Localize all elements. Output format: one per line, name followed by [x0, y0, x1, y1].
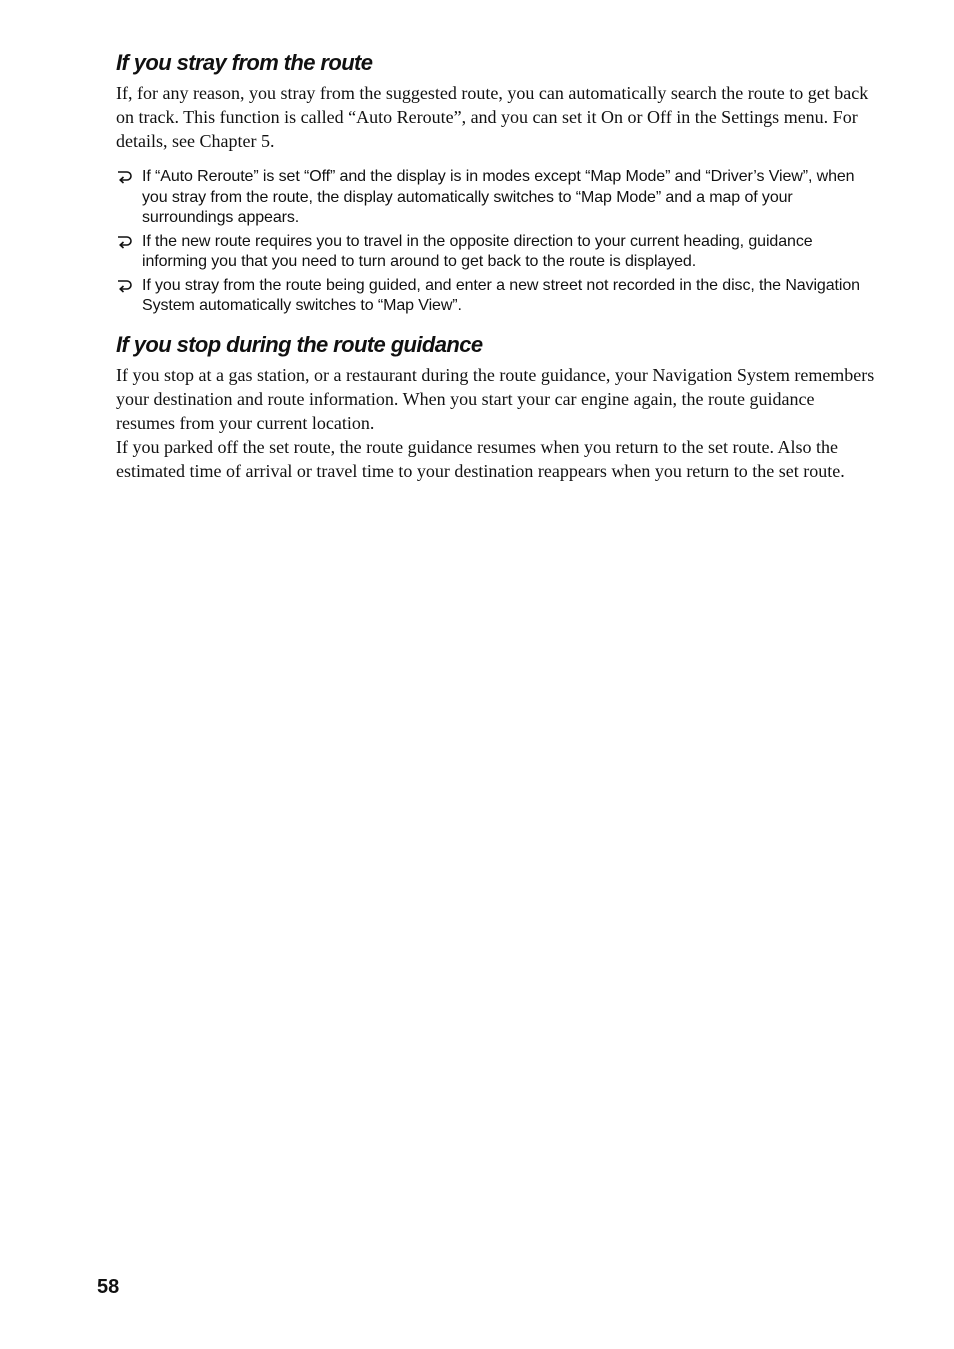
- section-stop-during-guidance: [116, 331, 876, 483]
- page-content: [116, 49, 876, 483]
- hooked-arrow-icon: [116, 168, 134, 186]
- section-heading-stray: If you stray from the route: [116, 50, 373, 75]
- note-text: If “Auto Reroute” is set “Off” and the display is in modes except “Map Mode” and “Driver’s View”, when you stray from the route, the display automatically switches to “Map Mode” and a map of your surroundings appears.: [142, 168, 855, 226]
- page-number: 58: [97, 1276, 120, 1298]
- note-item: [116, 276, 876, 317]
- stop-paragraph-1: If you stop at a gas station, or a restaurant during the route guidance, your Navigation System remembers your destination and route information. When you start your car engine again, the route guidance resumes from your current location.: [116, 364, 875, 433]
- stop-paragraph-2: If you parked off the set route, the route guidance resumes when you return to the set route. Also the estimated time of arrival or travel time to your destination reappears when you return to the set route.: [116, 436, 845, 481]
- note-item: [116, 167, 876, 229]
- hooked-arrow-icon: [116, 233, 134, 251]
- note-item: [116, 232, 876, 273]
- hooked-arrow-icon: [116, 277, 134, 295]
- stray-notes-list: [116, 167, 876, 317]
- stray-paragraph: If, for any reason, you stray from the suggested route, you can automatically search the route to get back on track. This function is called “Auto Reroute”, and you can set it On or Off in the Settings menu. For details, see Chapter 5.: [116, 83, 869, 151]
- note-text: If you stray from the route being guided, and enter a new street not recorded in the disc, the Navigation System automatically switches to “Map View”.: [142, 276, 860, 314]
- section-stray-from-route: [116, 49, 876, 317]
- section-heading-stop: If you stop during the route guidance: [116, 331, 483, 357]
- note-text: If the new route requires you to travel in the opposite direction to your current heading, guidance informing you that you need to turn around to get back to the route is displayed.: [142, 232, 813, 270]
